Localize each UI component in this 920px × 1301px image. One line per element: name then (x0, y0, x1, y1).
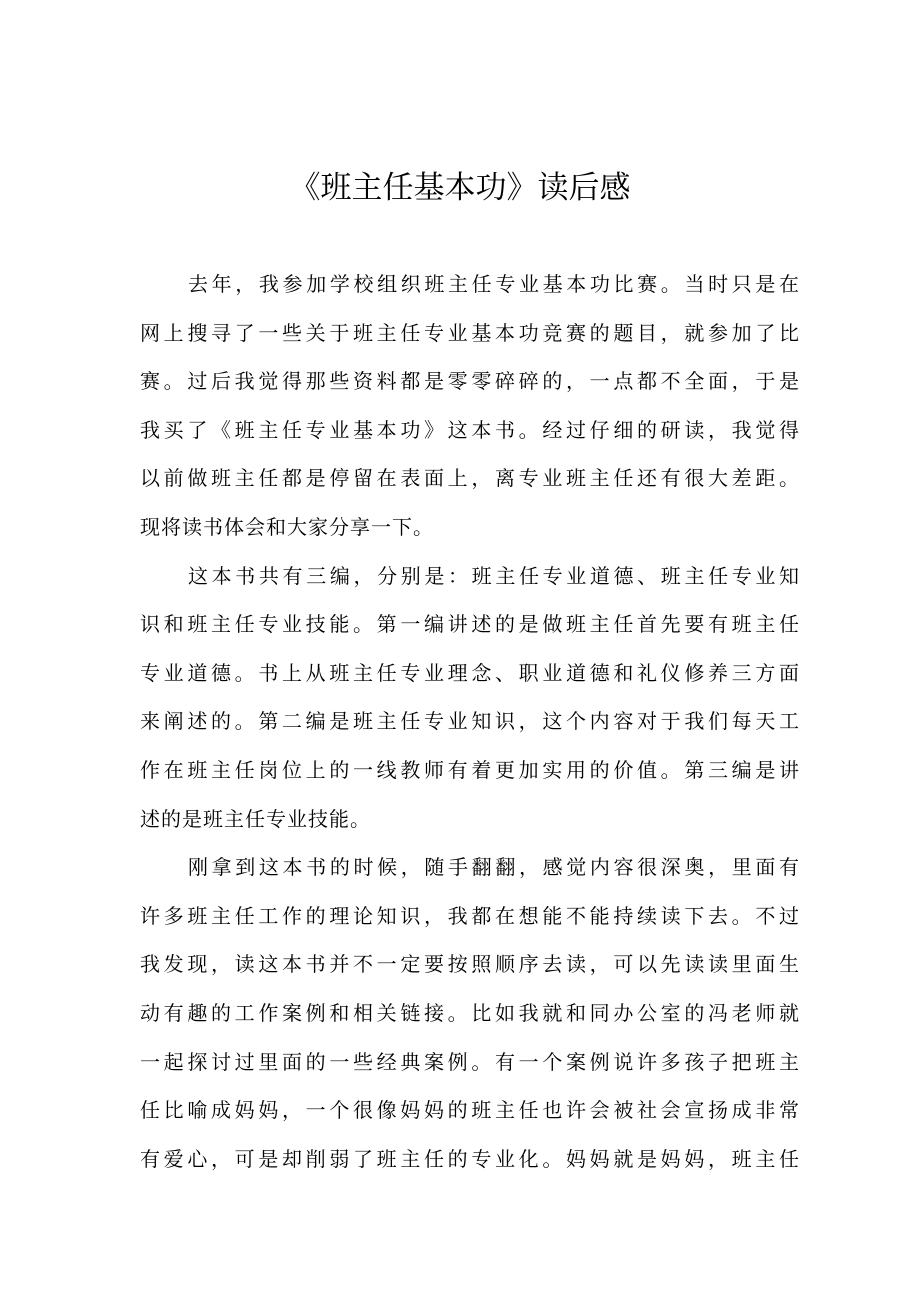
paragraph-3-line-2: 许多班主任工作的理论知识，我都在想能不能持续读下去。不过 (140, 903, 800, 928)
document-body (140, 260, 800, 1183)
paragraph-3-line-1: 刚拿到这本书的时候，随手翻翻，感觉内容很深奥，里面有 (188, 855, 800, 880)
paragraph-2-line-1: 这本书共有三编，分别是：班主任专业道德、班主任专业知 (188, 563, 800, 588)
paragraph-2-line-6: 述的是班主任专业技能。 (140, 806, 371, 831)
paragraph-2-line-5: 作在班主任岗位上的一线教师有着更加实用的价值。第三编是讲 (140, 757, 800, 782)
paragraph-2-line-3: 专业道德。书上从班主任专业理念、职业道德和礼仪修养三方面 (140, 660, 800, 685)
paragraph-3-line-3: 我发现，读这本书并不一定要按照顺序去读，可以先读读里面生 (140, 952, 800, 977)
paragraph-3-line-6: 任比喻成妈妈，一个很像妈妈的班主任也许会被社会宣扬成非常 (140, 1098, 800, 1123)
paragraph-3-line-7: 有爱心，可是却削弱了班主任的专业化。妈妈就是妈妈，班主任 (140, 1146, 800, 1171)
paragraph-1-line-6: 现将读书体会和大家分享一下。 (140, 514, 434, 539)
paragraph-1-line-4: 我买了《班主任专业基本功》这本书。经过仔细的研读，我觉得 (140, 417, 800, 442)
document-title: 《班主任基本功》读后感 (289, 170, 631, 206)
paragraph-2-line-4: 来阐述的。第二编是班主任专业知识，这个内容对于我们每天工 (140, 709, 800, 734)
paragraph-2-line-2: 识和班主任专业技能。第一编讲述的是做班主任首先要有班主任 (140, 612, 800, 637)
paragraph-3-line-4: 动有趣的工作案例和相关链接。比如我就和同办公室的冯老师就 (140, 1000, 800, 1025)
paragraph-1-line-5: 以前做班主任都是停留在表面上，离专业班主任还有很大差距。 (140, 466, 800, 491)
paragraph-1-line-2: 网上搜寻了一些关于班主任专业基本功竞赛的题目，就参加了比 (140, 320, 800, 345)
paragraph-3-line-5: 一起探讨过里面的一些经典案例。有一个案例说许多孩子把班主 (140, 1049, 800, 1074)
paragraph-1-line-1: 去年，我参加学校组织班主任专业基本功比赛。当时只是在 (188, 272, 800, 296)
paragraph-1-line-3: 赛。过后我觉得那些资料都是零零碎碎的，一点都不全面，于是 (140, 369, 800, 394)
